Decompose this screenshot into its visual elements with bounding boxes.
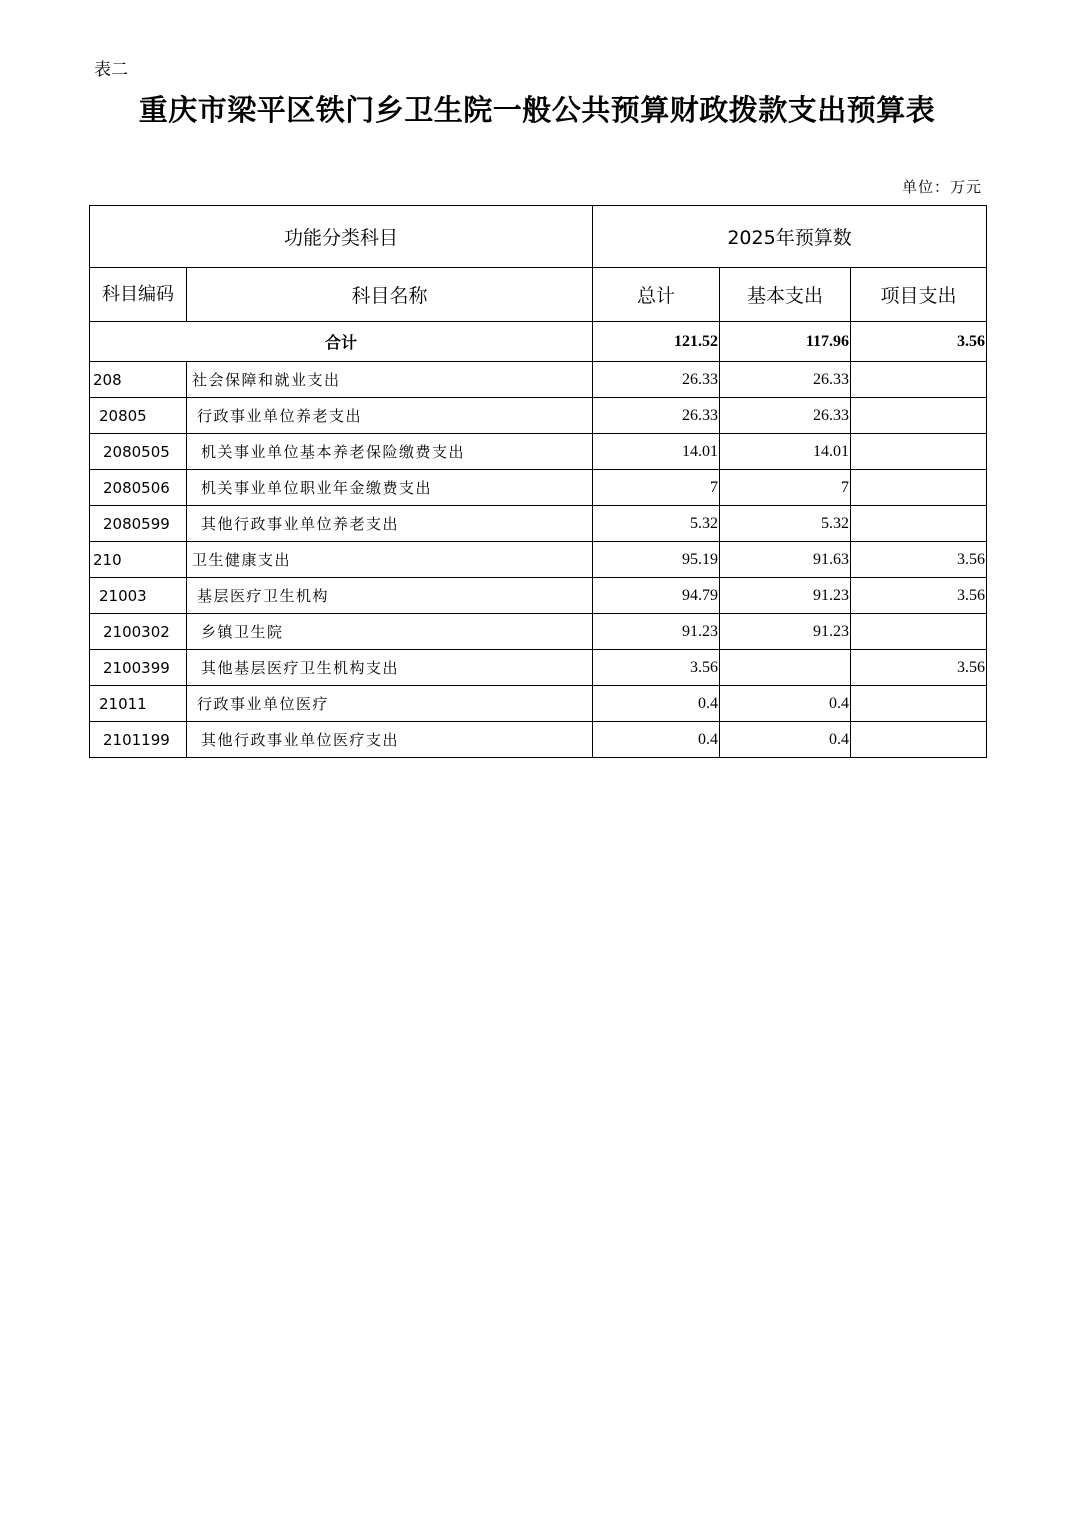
row-project: 3.56 (851, 578, 987, 614)
header-function-category: 功能分类科目 (90, 206, 593, 268)
row-basic: 91.63 (720, 542, 851, 578)
table-row (90, 578, 987, 614)
header-code: 科目编码 (90, 268, 187, 322)
budget-table (89, 205, 987, 758)
row-total: 5.32 (593, 506, 720, 542)
row-code: 21011 (90, 686, 187, 722)
row-code: 2080506 (90, 470, 187, 506)
row-project (851, 722, 987, 758)
row-project (851, 614, 987, 650)
row-name: 机关事业单位基本养老保险缴费支出 (187, 434, 593, 470)
header-project: 项目支出 (851, 268, 987, 322)
unit-label: 单位：万元 (901, 178, 982, 196)
total-basic: 117.96 (720, 322, 851, 362)
row-basic: 91.23 (720, 578, 851, 614)
total-row (90, 322, 987, 362)
row-basic: 0.4 (720, 686, 851, 722)
row-name: 卫生健康支出 (187, 542, 593, 578)
header-total: 总计 (593, 268, 720, 322)
row-name: 基层医疗卫生机构 (187, 578, 593, 614)
row-project (851, 434, 987, 470)
row-basic: 26.33 (720, 362, 851, 398)
row-total: 14.01 (593, 434, 720, 470)
row-name: 行政事业单位医疗 (187, 686, 593, 722)
row-project (851, 362, 987, 398)
page-title: 重庆市梁平区铁门乡卫生院一般公共预算财政拨款支出预算表 (138, 93, 936, 127)
row-basic (720, 650, 851, 686)
row-code: 2080505 (90, 434, 187, 470)
table-row (90, 614, 987, 650)
row-code: 2080599 (90, 506, 187, 542)
row-total: 95.19 (593, 542, 720, 578)
table-row (90, 722, 987, 758)
row-name: 其他行政事业单位医疗支出 (187, 722, 593, 758)
row-total: 26.33 (593, 362, 720, 398)
row-code: 21003 (90, 578, 187, 614)
row-basic: 0.4 (720, 722, 851, 758)
row-total: 26.33 (593, 398, 720, 434)
row-code: 210 (90, 542, 187, 578)
row-basic: 14.01 (720, 434, 851, 470)
header-name: 科目名称 (187, 268, 593, 322)
row-name: 机关事业单位职业年金缴费支出 (187, 470, 593, 506)
total-label: 合计 (90, 322, 593, 362)
row-basic: 7 (720, 470, 851, 506)
row-total: 0.4 (593, 722, 720, 758)
header-basic: 基本支出 (720, 268, 851, 322)
row-name: 社会保障和就业支出 (187, 362, 593, 398)
row-project: 3.56 (851, 650, 987, 686)
row-total: 94.79 (593, 578, 720, 614)
table-row (90, 650, 987, 686)
row-code: 2100399 (90, 650, 187, 686)
table-row (90, 506, 987, 542)
row-project (851, 470, 987, 506)
table-row (90, 686, 987, 722)
row-total: 7 (593, 470, 720, 506)
table-row (90, 542, 987, 578)
row-code: 2100302 (90, 614, 187, 650)
row-basic: 91.23 (720, 614, 851, 650)
row-name: 行政事业单位养老支出 (187, 398, 593, 434)
table-row (90, 470, 987, 506)
row-project (851, 686, 987, 722)
row-code: 2101199 (90, 722, 187, 758)
row-name: 乡镇卫生院 (187, 614, 593, 650)
table-row (90, 362, 987, 398)
row-project (851, 398, 987, 434)
row-basic: 26.33 (720, 398, 851, 434)
total-project: 3.56 (851, 322, 987, 362)
table-label: 表二 (94, 60, 128, 80)
row-total: 91.23 (593, 614, 720, 650)
total-total: 121.52 (593, 322, 720, 362)
row-total: 0.4 (593, 686, 720, 722)
row-name: 其他基层医疗卫生机构支出 (187, 650, 593, 686)
row-code: 208 (90, 362, 187, 398)
row-project: 3.56 (851, 542, 987, 578)
row-code: 20805 (90, 398, 187, 434)
header-budget-year: 2025年预算数 (593, 206, 987, 268)
table-row (90, 434, 987, 470)
row-name: 其他行政事业单位养老支出 (187, 506, 593, 542)
row-project (851, 506, 987, 542)
row-basic: 5.32 (720, 506, 851, 542)
row-total: 3.56 (593, 650, 720, 686)
table-row (90, 398, 987, 434)
